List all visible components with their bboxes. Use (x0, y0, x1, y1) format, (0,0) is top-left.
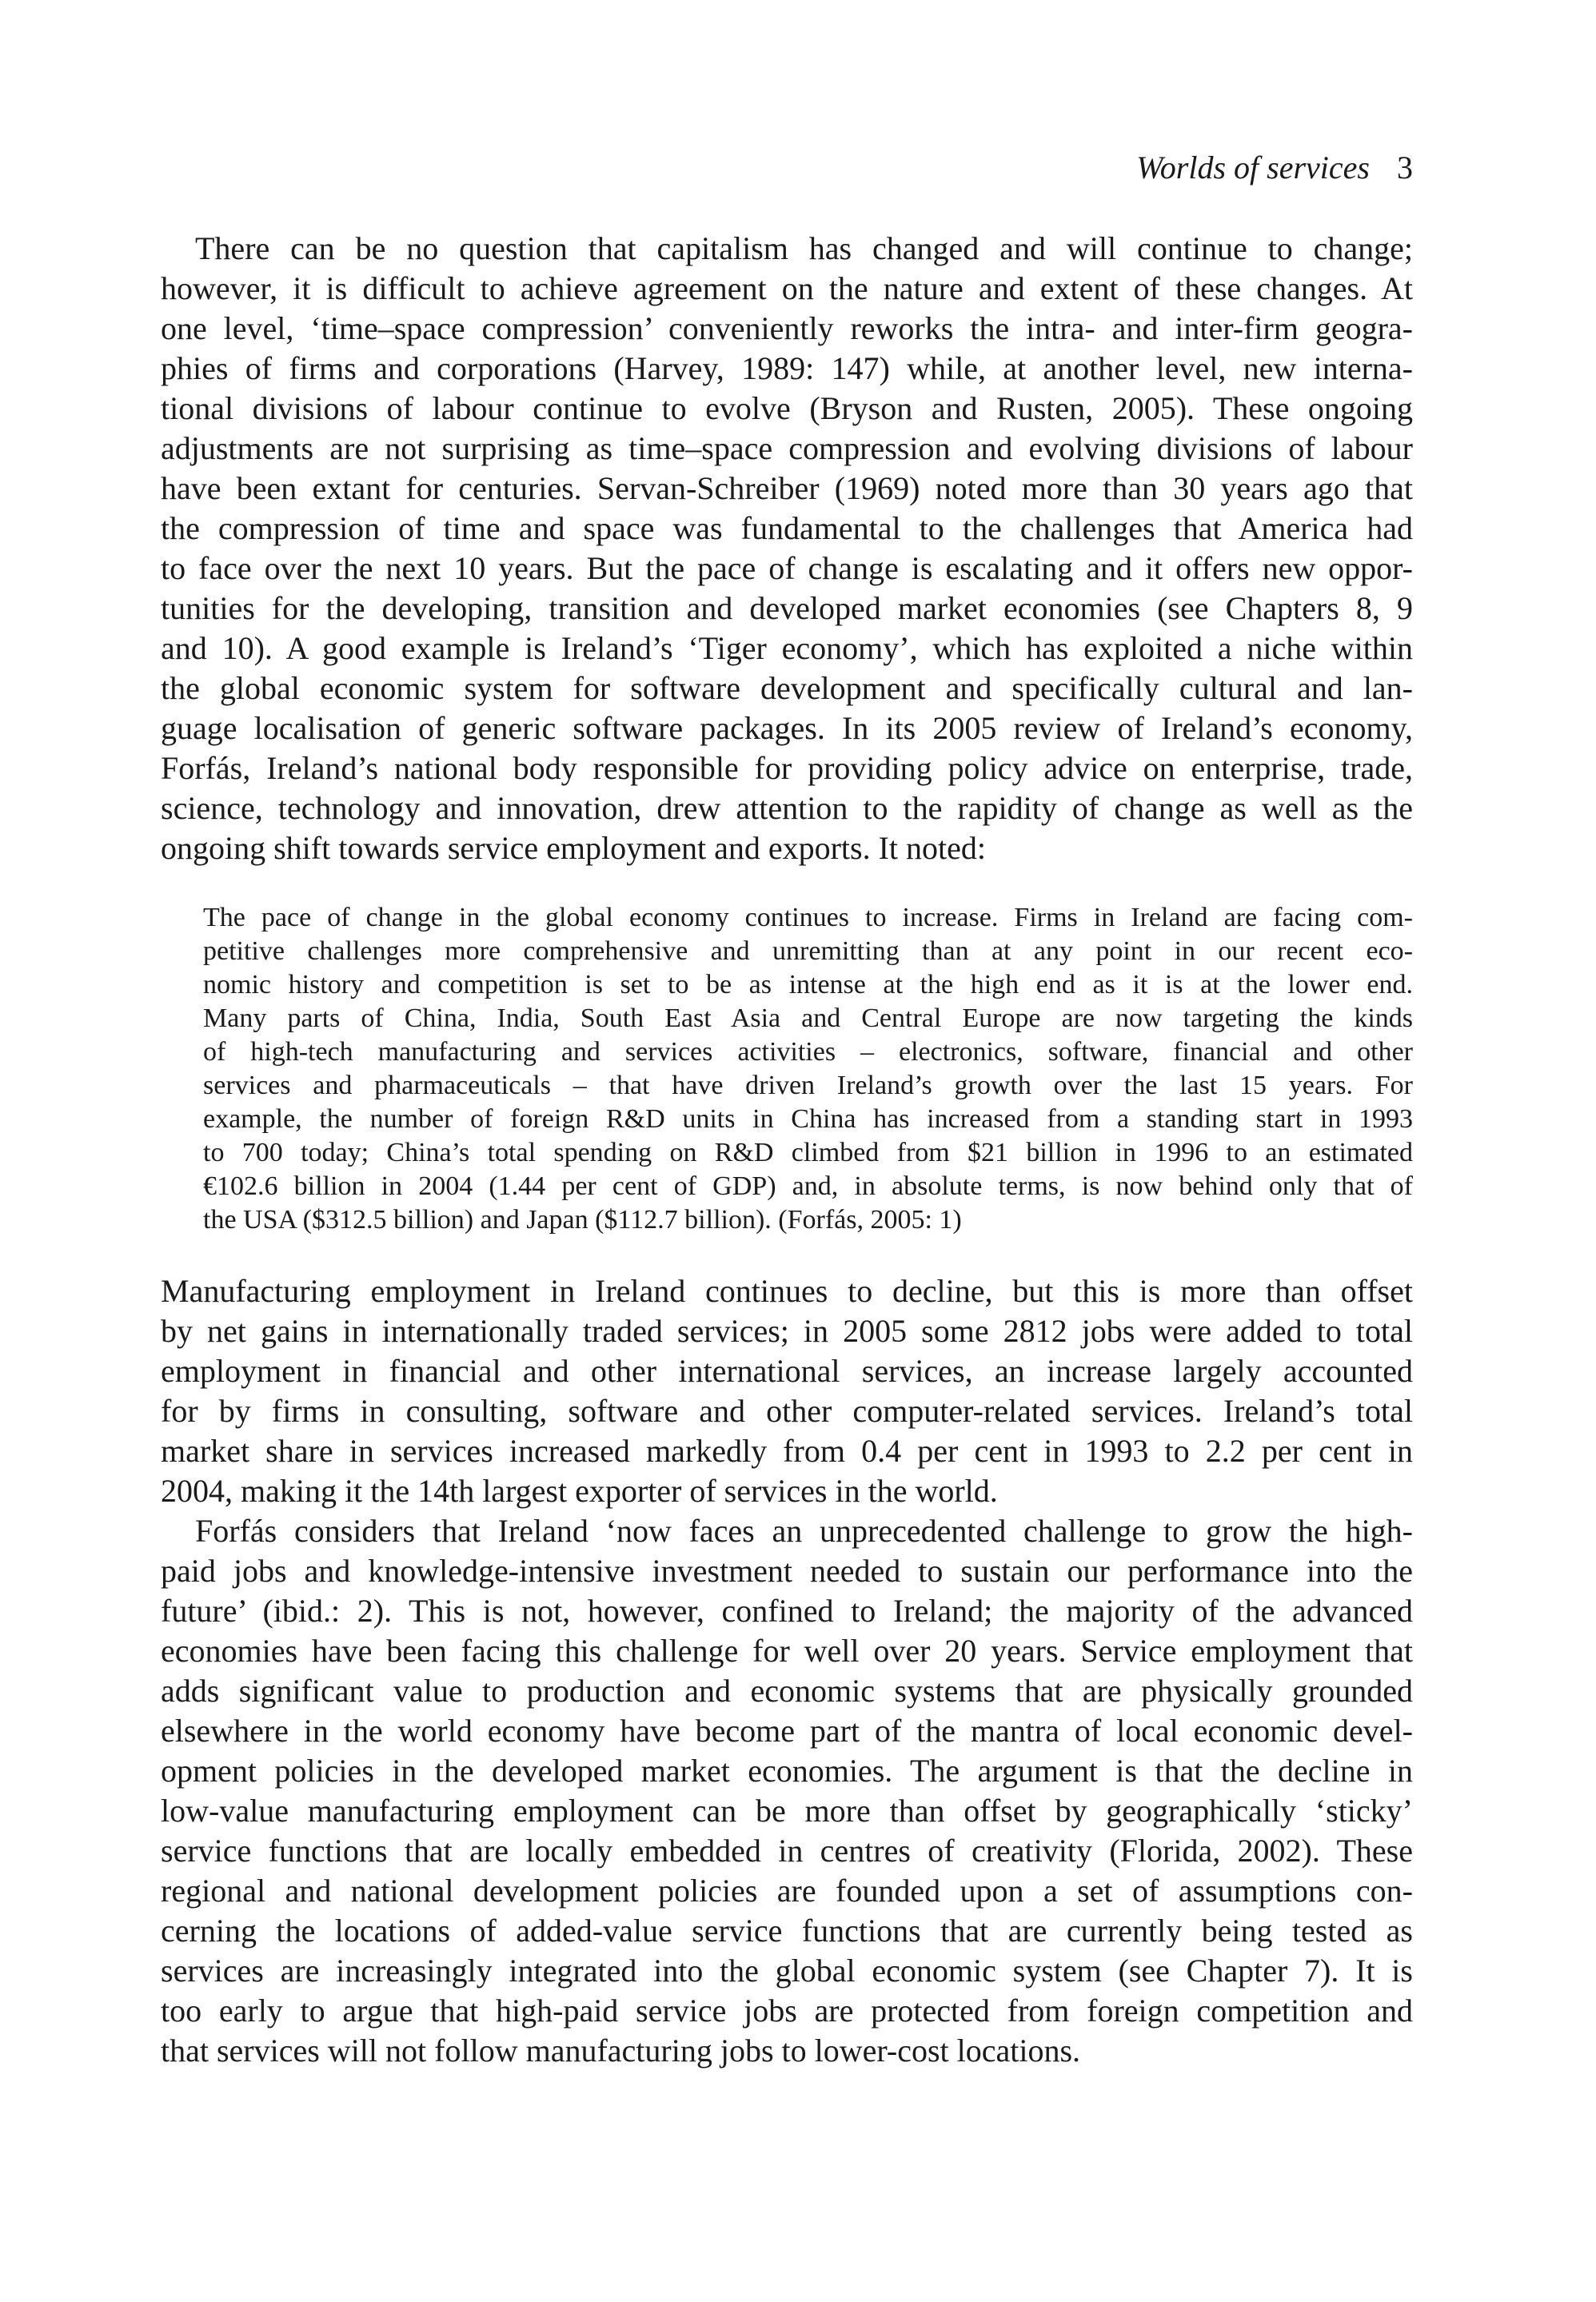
paragraph-3 (161, 1511, 1413, 2071)
text-line: paid jobs and knowledge-intensive investment needed to sustain our performance into the (161, 1553, 1413, 1589)
text-line: have been extant for centuries. Servan-Schreiber (1969) noted more than 30 years ago that (161, 470, 1413, 506)
text-line: one level, ‘time–space compression’ conveniently reworks the intra- and inter-firm geogra- (161, 310, 1413, 346)
text-line: service functions that are locally embedded in centres of creativity (Florida, 2002). These (161, 1833, 1413, 1869)
running-title: Worlds of services (1136, 150, 1370, 186)
text-line: of high-tech manufacturing and services activities – electronics, software, financial and other (203, 1037, 1413, 1067)
text-line: the global economic system for software development and specifically cultural and lan- (161, 670, 1413, 706)
text-line: however, it is difficult to achieve agreement on the nature and extent of these changes. At (161, 270, 1413, 306)
text-line: future’ (ibid.: 2). This is not, however, confined to Ireland; the majority of the advanced (161, 1593, 1413, 1629)
text-line: by net gains in internationally traded services; in 2005 some 2812 jobs were added to total (161, 1313, 1413, 1349)
paragraph-2 (161, 1271, 1413, 1511)
text-line: elsewhere in the world economy have become part of the mantra of local economic devel- (161, 1713, 1413, 1749)
block-quote (203, 901, 1413, 1237)
text-line: nomic history and competition is set to be as intense at the high end as it is at the lower end. (203, 970, 1413, 999)
text-line: market share in services increased markedly from 0.4 per cent in 1993 to 2.2 per cent in (161, 1433, 1413, 1469)
text-line: 2004, making it the 14th largest exporter of services in the world. (161, 1473, 998, 1509)
text-line: guage localisation of generic software packages. In its 2005 review of Ireland’s economy, (161, 710, 1413, 746)
text-line: to face over the next 10 years. But the pace of change is escalating and it offers new oppor- (161, 550, 1413, 586)
text-line: tunities for the developing, transition and developed market economies (see Chapters 8, 9 (161, 590, 1413, 626)
text-line: Forfás, Ireland’s national body responsible for providing policy advice on enterprise, trade, (161, 750, 1413, 786)
text-line: tional divisions of labour continue to evolve (Bryson and Rusten, 2005). These ongoing (161, 390, 1413, 426)
page-number: 3 (1397, 150, 1413, 186)
text-line: economies have been facing this challenge for well over 20 years. Service employment that (161, 1633, 1413, 1669)
text-line: to 700 today; China’s total spending on R&D climbed from $21 billion in 1996 to an estimated (203, 1138, 1413, 1167)
text-line: the USA ($312.5 billion) and Japan ($112.7 billion). (Forfás, 2005: 1) (203, 1205, 962, 1235)
text-line: Manufacturing employment in Ireland continues to decline, but this is more than offset (161, 1273, 1413, 1309)
text-line: ongoing shift towards service employment and exports. It noted: (161, 830, 987, 866)
text-line: the compression of time and space was fundamental to the challenges that America had (161, 510, 1413, 546)
text-line: There can be no question that capitalism has changed and will continue to change; (195, 230, 1413, 266)
text-line: and 10). A good example is Ireland’s ‘Tiger economy’, which has exploited a niche within (161, 630, 1413, 666)
text-line: low-value manufacturing employment can be more than offset by geographically ‘sticky’ (161, 1793, 1413, 1829)
paragraph-1 (161, 229, 1413, 868)
running-header (161, 148, 1413, 188)
text-line: cerning the locations of added-value service functions that are currently being tested as (161, 1913, 1413, 1949)
text-line: that services will not follow manufacturing jobs to lower-cost locations. (161, 2033, 1081, 2069)
text-line: Many parts of China, India, South East Asia and Central Europe are now targeting the kinds (203, 1003, 1413, 1033)
text-line: employment in financial and other international services, an increase largely accounted (161, 1353, 1413, 1389)
paragraphs-2-3 (161, 1271, 1413, 2071)
text-line: science, technology and innovation, drew attention to the rapidity of change as well as the (161, 790, 1413, 826)
text-line: example, the number of foreign R&D units in China has increased from a standing start in 1993 (203, 1104, 1413, 1134)
text-line: Forfás considers that Ireland ‘now faces an unprecedented challenge to grow the high- (195, 1513, 1413, 1549)
text-line: adjustments are not surprising as time–space compression and evolving divisions of labour (161, 430, 1413, 466)
text-line: opment policies in the developed market economies. The argument is that the decline in (161, 1753, 1413, 1789)
text-line: petitive challenges more comprehensive and unremitting than at any point in our recent eco- (203, 936, 1413, 966)
text-line: for by firms in consulting, software and other computer-related services. Ireland’s total (161, 1393, 1413, 1429)
text-line: adds significant value to production and economic systems that are physically grounded (161, 1673, 1413, 1709)
text-line: too early to argue that high-paid service jobs are protected from foreign competition and (161, 1993, 1413, 2029)
text-line: services and pharmaceuticals – that have driven Ireland’s growth over the last 15 years. For (203, 1071, 1413, 1100)
text-line: regional and national development policies are founded upon a set of assumptions con- (161, 1873, 1413, 1909)
text-line: services are increasingly integrated into the global economic system (see Chapter 7). It is (161, 1953, 1413, 1989)
text-line: The pace of change in the global economy continues to increase. Firms in Ireland are facing com- (203, 903, 1413, 932)
text-line: phies of firms and corporations (Harvey, 1989: 147) while, at another level, new interna- (161, 350, 1413, 386)
text-line: €102.6 billion in 2004 (1.44 per cent of GDP) and, in absolute terms, is now behind only that of (203, 1171, 1413, 1201)
